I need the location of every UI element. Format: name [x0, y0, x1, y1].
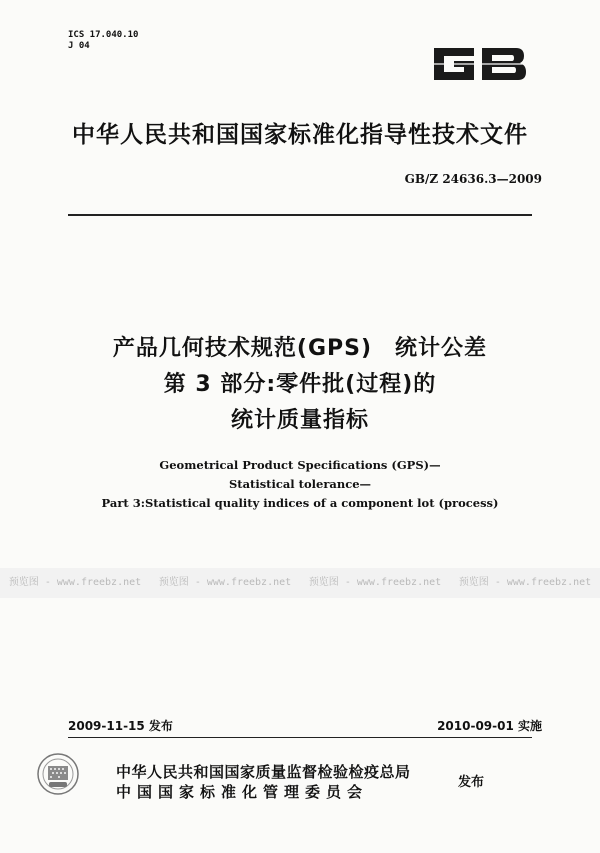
title-en-line-3: Part 3:Statistical quality indices of a component lot (process)	[101, 496, 499, 510]
title-cn-line-1: 产品几何技术规范(GPS) 统计公差	[112, 336, 488, 361]
publisher-line-2: 中国国家标准化管理委员会	[116, 783, 369, 801]
issue-date: 2009-11-15 发布	[68, 719, 173, 733]
watermark-text: 预览图 - www.freebz.net	[308, 577, 442, 588]
watermark-text: 预览图 - www.freebz.net	[8, 577, 142, 588]
title-cn-line-2: 第 3 部分:零件批(过程)的	[163, 372, 437, 397]
watermark-band	[0, 568, 600, 598]
title-en-line-2: Statistical tolerance—	[228, 477, 372, 491]
implementation-date: 2010-09-01 实施	[437, 719, 542, 733]
publish-label: 发布	[458, 775, 485, 790]
publisher-line-1: 中华人民共和国国家质量监督检验检疫总局	[116, 763, 411, 781]
ccs-code: J 04	[68, 41, 90, 51]
ics-classification	[68, 30, 138, 52]
ics-code: ICS 17.040.10	[68, 30, 139, 40]
header-divider	[68, 214, 532, 216]
gb-logo	[430, 42, 530, 86]
footer-divider	[68, 737, 532, 738]
watermark-text: 预览图 - www.freebz.net	[158, 577, 292, 588]
title-cn-line-3: 统计质量指标	[230, 408, 369, 433]
title-en-line-1: Geometrical Product Specifications (GPS)—	[159, 458, 441, 472]
document-type-title: 中华人民共和国国家标准化指导性技术文件	[72, 122, 528, 148]
anti-counterfeit-seal-icon	[36, 752, 80, 796]
watermark-text: 预览图 - www.freebz.net	[458, 577, 592, 588]
standard-number: GB/Z 24636.3—2009	[404, 172, 542, 186]
